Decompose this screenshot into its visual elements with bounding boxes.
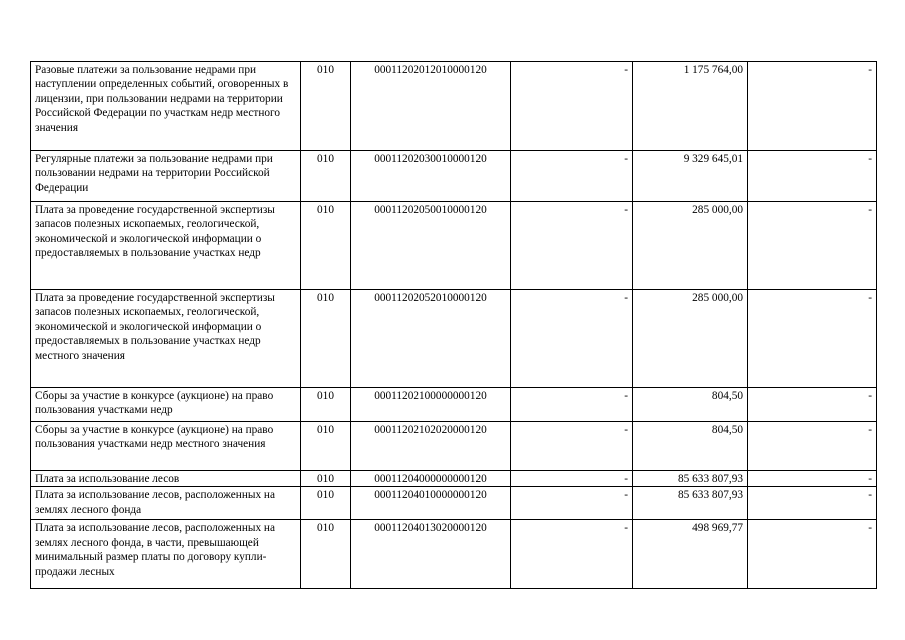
cell-plan: - bbox=[511, 520, 633, 589]
cell-kbk: 00011204000000000120 bbox=[351, 471, 511, 487]
cell-kbk: 00011202050010000120 bbox=[351, 202, 511, 290]
cell-rest: - bbox=[748, 290, 877, 388]
table-row bbox=[31, 422, 877, 471]
cell-name: Плата за проведение государственной экспертизы запасов полезных ископаемых, геологической, экономической и экологической информации о предоставляемых в пользование участках недр местного значения bbox=[31, 290, 301, 388]
cell-kbk: 00011202052010000120 bbox=[351, 290, 511, 388]
cell-name: Плата за использование лесов, расположенных на землях лесного фонда bbox=[31, 487, 301, 520]
cell-done: 498 969,77 bbox=[633, 520, 748, 589]
cell-done: 85 633 807,93 bbox=[633, 471, 748, 487]
cell-done: 1 175 764,00 bbox=[633, 62, 748, 151]
budget-table bbox=[30, 61, 877, 589]
cell-plan: - bbox=[511, 290, 633, 388]
cell-done: 85 633 807,93 bbox=[633, 487, 748, 520]
cell-done: 804,50 bbox=[633, 388, 748, 422]
cell-plan: - bbox=[511, 487, 633, 520]
cell-plan: - bbox=[511, 388, 633, 422]
cell-rest: - bbox=[748, 487, 877, 520]
cell-rest: - bbox=[748, 202, 877, 290]
cell-kbk: 00011204013020000120 bbox=[351, 520, 511, 589]
cell-code: 010 bbox=[301, 151, 351, 202]
cell-rest: - bbox=[748, 388, 877, 422]
table-row bbox=[31, 520, 877, 589]
cell-kbk: 00011202012010000120 bbox=[351, 62, 511, 151]
cell-code: 010 bbox=[301, 487, 351, 520]
table-row bbox=[31, 202, 877, 290]
cell-plan: - bbox=[511, 422, 633, 471]
table-row bbox=[31, 471, 877, 487]
cell-name: Плата за использование лесов bbox=[31, 471, 301, 487]
cell-name: Сборы за участие в конкурсе (аукционе) на право пользования участками недр bbox=[31, 388, 301, 422]
cell-plan: - bbox=[511, 151, 633, 202]
cell-code: 010 bbox=[301, 388, 351, 422]
cell-rest: - bbox=[748, 62, 877, 151]
table-row bbox=[31, 151, 877, 202]
table-row bbox=[31, 487, 877, 520]
cell-kbk: 00011204010000000120 bbox=[351, 487, 511, 520]
cell-rest: - bbox=[748, 471, 877, 487]
table-row bbox=[31, 290, 877, 388]
cell-name: Плата за проведение государственной экспертизы запасов полезных ископаемых, геологической, экономической и экологической информации о предоставляемых в пользование участках недр bbox=[31, 202, 301, 290]
cell-rest: - bbox=[748, 151, 877, 202]
cell-name: Разовые платежи за пользование недрами при наступлении определенных событий, оговоренных в лицензии, при пользовании недрами на территории Российской Федерации по участкам недр местного значения bbox=[31, 62, 301, 151]
cell-code: 010 bbox=[301, 422, 351, 471]
cell-code: 010 bbox=[301, 202, 351, 290]
cell-name: Регулярные платежи за пользование недрами при пользовании недрами на территории Российской Федерации bbox=[31, 151, 301, 202]
cell-done: 804,50 bbox=[633, 422, 748, 471]
cell-kbk: 00011202030010000120 bbox=[351, 151, 511, 202]
cell-kbk: 00011202100000000120 bbox=[351, 388, 511, 422]
cell-plan: - bbox=[511, 62, 633, 151]
cell-done: 9 329 645,01 bbox=[633, 151, 748, 202]
cell-code: 010 bbox=[301, 62, 351, 151]
cell-done: 285 000,00 bbox=[633, 290, 748, 388]
cell-plan: - bbox=[511, 471, 633, 487]
cell-plan: - bbox=[511, 202, 633, 290]
cell-rest: - bbox=[748, 520, 877, 589]
table-row bbox=[31, 388, 877, 422]
cell-kbk: 00011202102020000120 bbox=[351, 422, 511, 471]
cell-code: 010 bbox=[301, 290, 351, 388]
cell-name: Плата за использование лесов, расположенных на землях лесного фонда, в части, превышающей минимальный размер платы по договору купли-продажи лесных bbox=[31, 520, 301, 589]
cell-done: 285 000,00 bbox=[633, 202, 748, 290]
cell-rest: - bbox=[748, 422, 877, 471]
cell-code: 010 bbox=[301, 520, 351, 589]
cell-name: Сборы за участие в конкурсе (аукционе) на право пользования участками недр местного значения bbox=[31, 422, 301, 471]
table-body bbox=[31, 62, 877, 589]
table-row bbox=[31, 62, 877, 151]
cell-code: 010 bbox=[301, 471, 351, 487]
